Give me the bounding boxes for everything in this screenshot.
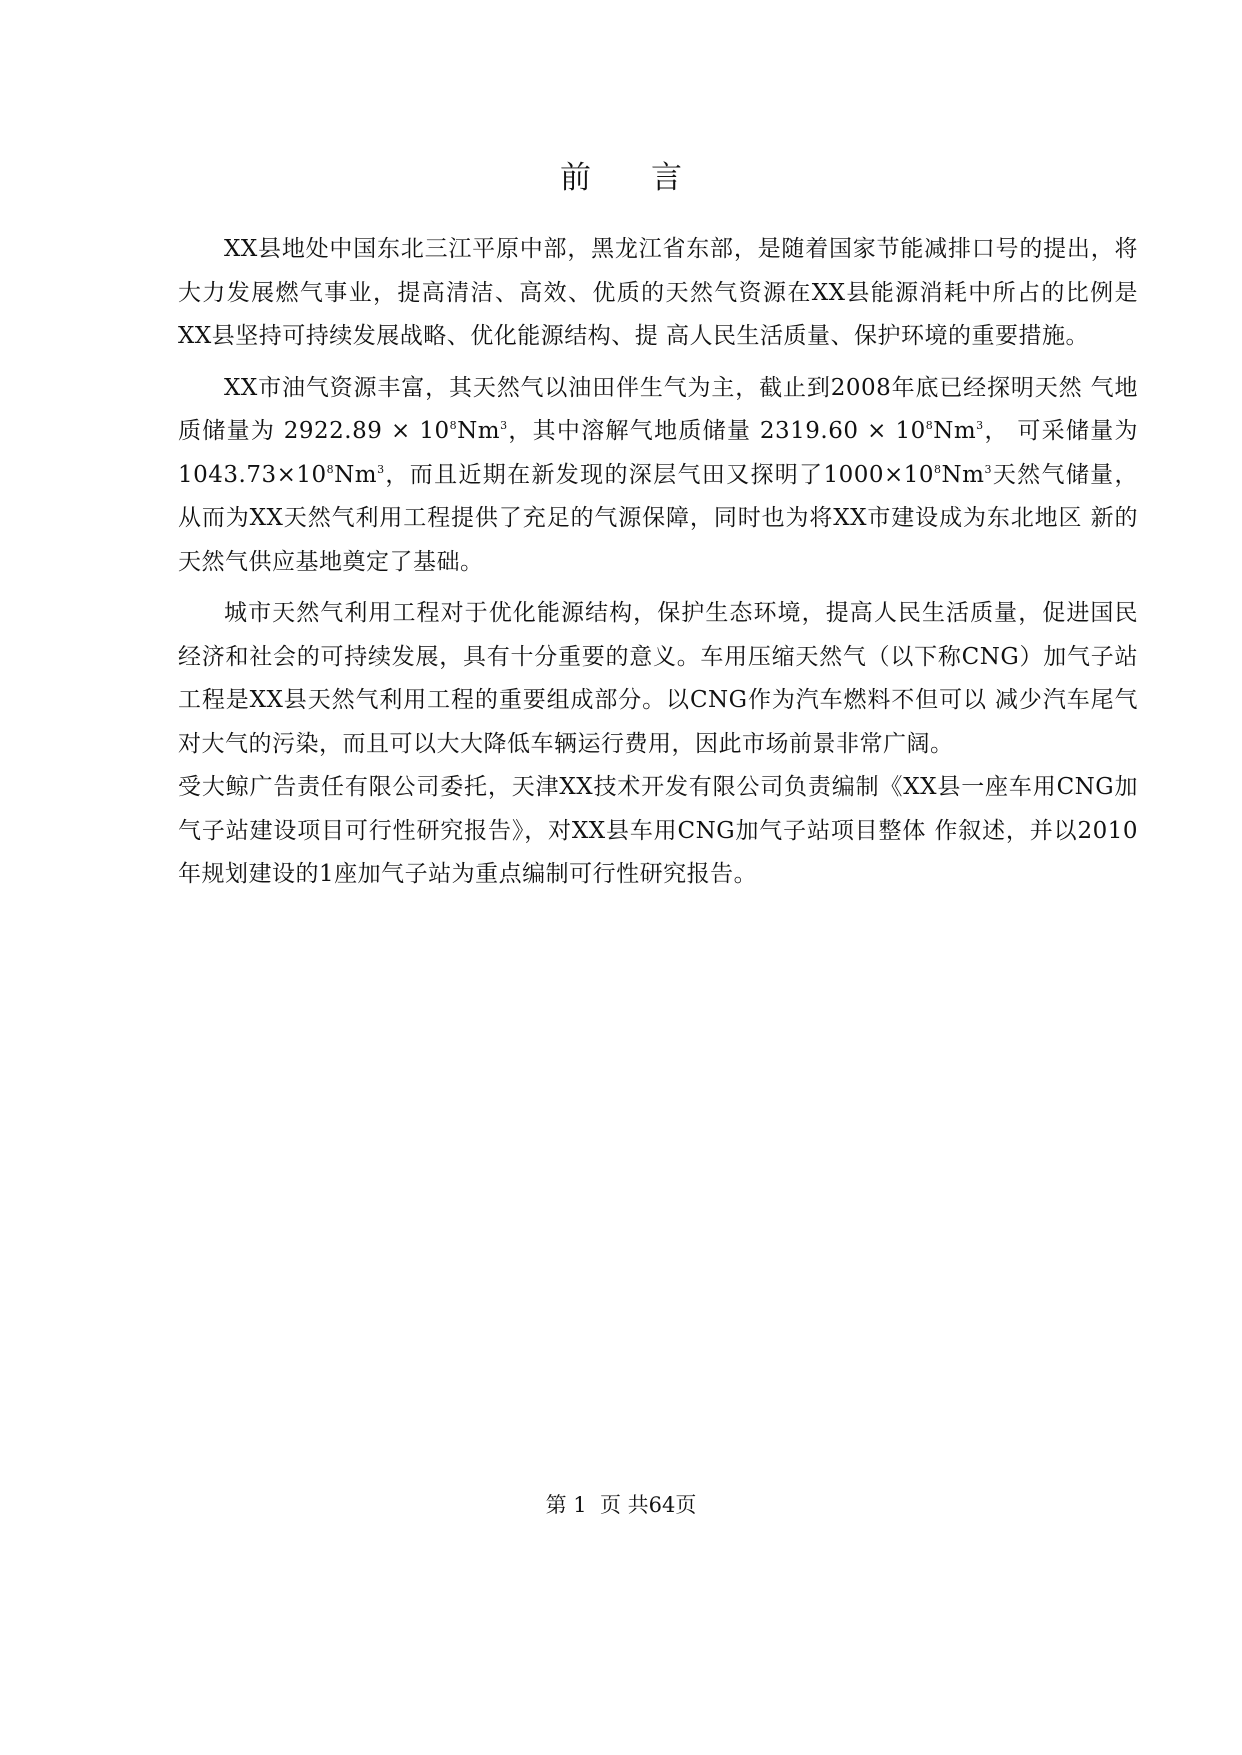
unit-text: Nm <box>334 461 378 488</box>
exponent: 3 <box>377 462 385 476</box>
exponent: 8 <box>449 419 458 432</box>
paragraph-2-text-i: 天然气储量，从而为XX天然气利用工程提供了充足的气源保障，同时也为将XX市建设成为东北地区 新的天然气供应基地奠定了基础。 <box>178 461 1138 575</box>
paragraph-2 <box>178 367 1138 585</box>
unit-text: Nm <box>457 418 501 444</box>
exponent: 3 <box>500 419 508 432</box>
unit-text: Nm <box>933 418 977 444</box>
exponent: 3 <box>984 462 992 476</box>
paragraph-4: 受大鲸广告责任有限公司委托，天津XX技术开发有限公司负责编制《XX县一座车用CNG加气子站建设项目可行性研究报告》，对XX县车用CNG加气子站项目整体 作叙述，并以2010年规划建设的1座加气子站为重点编制可行性研究报告。 <box>178 774 1138 887</box>
document-body <box>178 228 1138 897</box>
page-footer: 第 1 页 共64页 <box>545 1493 697 1517</box>
exponent: 8 <box>925 419 934 432</box>
paragraph-2-text-g: ，而且近期在新发现的深层气田又探明了1000×10 <box>384 461 935 488</box>
page-title: 前言 <box>560 160 742 196</box>
paragraph-1: XX县地处中国东北三江平原中部，黑龙江省东部，是随着国家节能减排口号的提出，将大力发展燃气事业，提高清洁、高效、优质的天然气资源在XX县能源消耗中所占的比例是XX县坚持可持续发展战略、优化能源结构、提 高人民生活质量、保护环境的重要措施。 <box>178 236 1138 349</box>
paragraph-3: 城市天然气利用工程对于优化能源结构，保护生态环境，提高人民生活质量，促进国民经济和社会的可持续发展，具有十分重要的意义。车用压缩天然气（以下称CNG）加气子站工程是XX县天然气利用工程的重要组成部分。以CNG作为汽车燃料不但可以 减少汽车尾气对大气的污染，而且可以大大降低车辆运行费用，因此市场前景非常广阔。 <box>178 600 1138 757</box>
exponent: 8 <box>326 462 335 476</box>
paragraph-2-text-e: ， 可采储量为1043.73×10 <box>178 418 1138 488</box>
paragraph-2-text-c: ，其中溶解气地质储量 2319.60 × 10 <box>507 418 926 444</box>
unit-text: Nm <box>941 461 985 488</box>
exponent: 8 <box>934 462 942 476</box>
paragraph-2-text-a: XX市油气资源丰富，其天然气以油田伴生气为主，截止到2008年底已经探明天然 气地质储量为 2922.89 × 10 <box>178 374 1138 444</box>
exponent: 3 <box>976 419 984 432</box>
